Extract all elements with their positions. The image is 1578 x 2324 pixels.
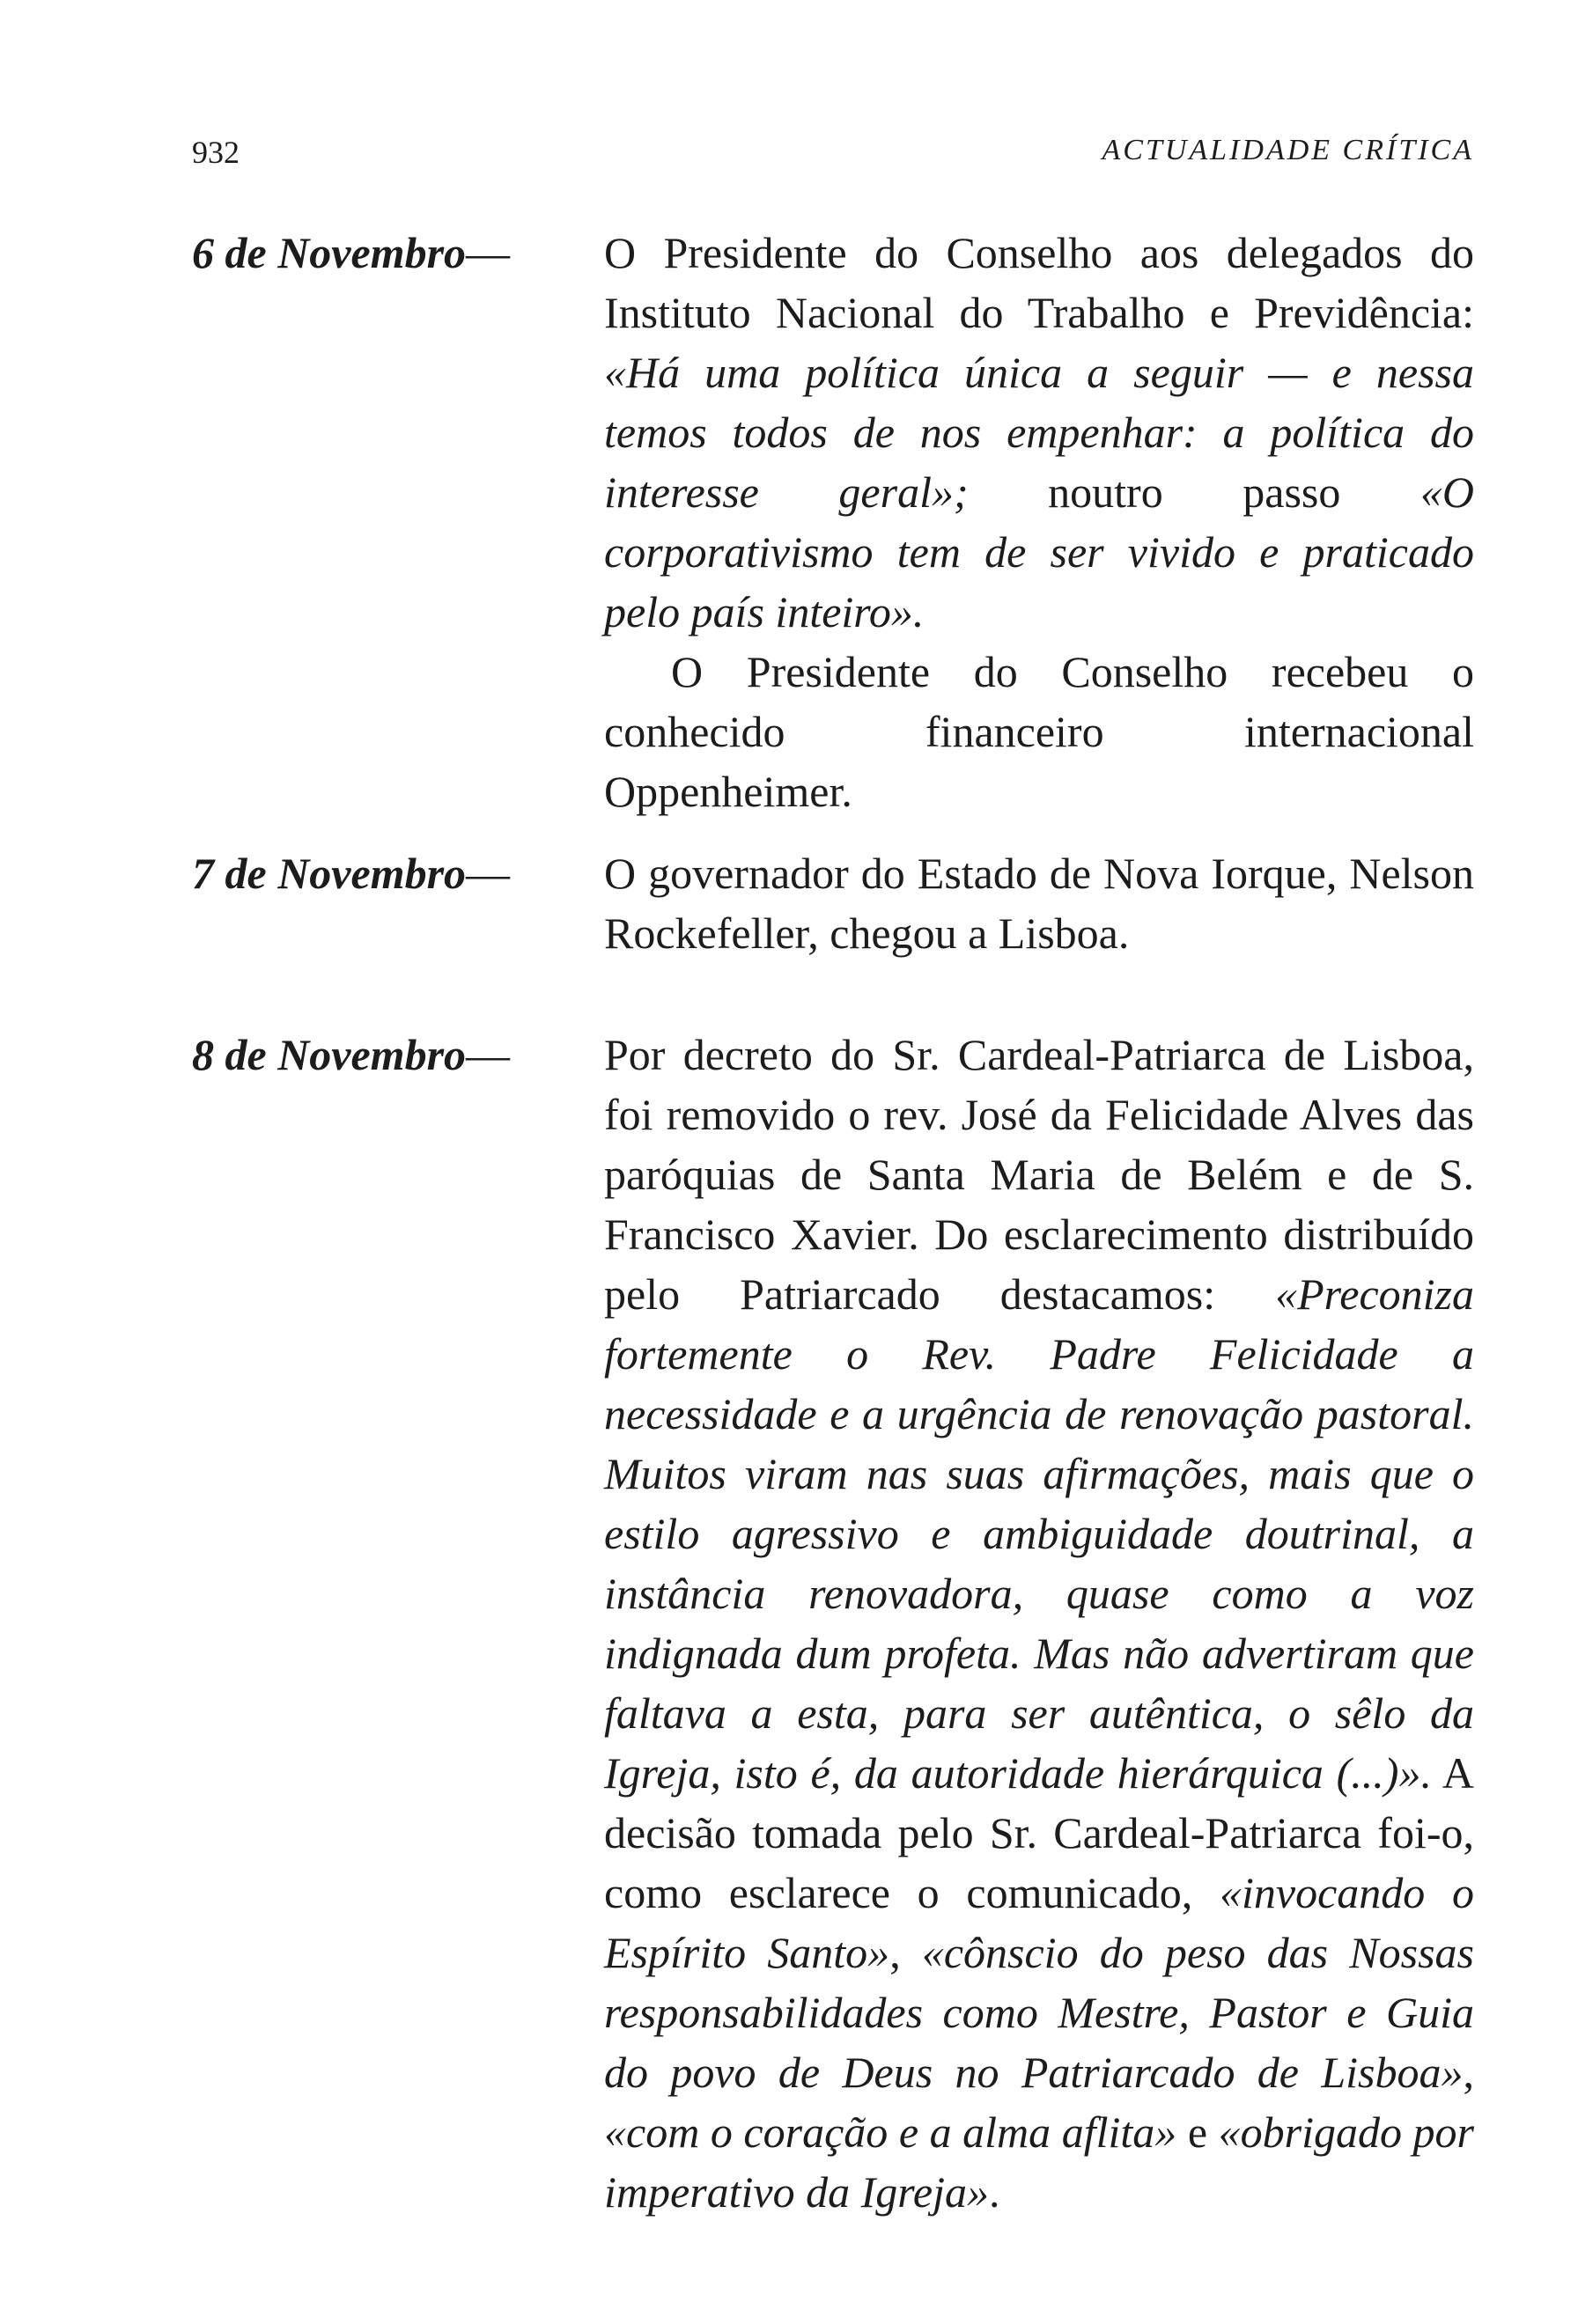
quotation: «obrigado por imperativo da Igreja»: [604, 2107, 1474, 2217]
entry-date-text: 8 de Novembro: [192, 1030, 467, 1079]
text-run: Por decreto do Sr. Cardeal-Patriarca de Lisboa, foi removido o rev. José da Felicidade Alves das paróquias de Santa Maria de Belém e de S. Francisco Xavier. Do esclarecimento distribuído pelo Patriarcado destacamos:: [604, 1030, 1474, 1319]
entry-body: [604, 223, 1474, 821]
text-run: ,: [1463, 2048, 1474, 2097]
text-run: noutro passo: [968, 467, 1420, 517]
text-run: O Presidente do Conselho aos delegados do Instituto Nacional do Trabalho e Previdência:: [604, 228, 1474, 337]
text-run: A decisão tomada pelo Sr. Cardeal-Patriarca foi-o, como esclarece o comunicado,: [604, 1748, 1475, 1917]
entry-dash: —: [466, 849, 511, 898]
entry-date: [192, 843, 510, 903]
page-header: [192, 134, 1474, 178]
entry-body: [604, 1025, 1474, 2222]
entry-date: [192, 1025, 510, 1085]
entry-body: [604, 843, 1474, 963]
text-run: e: [1176, 2107, 1219, 2157]
entry-dash: —: [466, 228, 511, 277]
text-run: ,: [889, 1928, 922, 1977]
quotation: «Preconiza fortemente o Rev. Padre Felicidade a necessidade e a urgência de renovação pastoral. Muitos viram nas suas afirmações, mais que o estilo agressivo e ambiguidade doutrinal, a instância renovadora, quase como a voz indignada dum profeta. Mas não advertiram que faltava a esta, para ser autêntica, o sêlo da Igreja, isto é, da autoridade hierárquica (...)».: [604, 1269, 1474, 1798]
text-run: .: [988, 2167, 1000, 2217]
entry-date-text: 6 de Novembro: [192, 228, 467, 277]
entry-dash: —: [466, 1030, 511, 1079]
quotation: «Há uma política única a seguir — e nessa temos todos de nos empenhar: a política do interesse geral»;: [604, 348, 1474, 517]
running-head: ACTUALIDADE CRÍTICA: [1102, 134, 1474, 166]
entry-paragraph: O Presidente do Conselho recebeu o conhecido financeiro internacional Oppenheimer.: [604, 647, 1474, 816]
entry-date: [192, 223, 510, 283]
entry-date-text: 7 de Novembro: [192, 849, 467, 898]
quotation: «invocando o Espírito Santo»: [604, 1868, 1474, 1977]
entry-paragraph: [604, 223, 1474, 642]
entry-paragraph: O governador do Estado de Nova Iorque, Nelson Rockefeller, chegou a Lisboa.: [604, 849, 1474, 958]
quotation: «com o coração e a alma aflita»: [604, 2107, 1177, 2157]
quotation: «O corporativismo tem de ser vivido e praticado pelo país inteiro».: [604, 467, 1475, 636]
page-number: 932: [192, 135, 240, 170]
quotation: «cônscio do peso das Nossas responsabilidades como Mestre, Pastor e Guia do povo de Deus no Patriarcado de Lisboa»: [604, 1928, 1475, 2097]
entry-paragraph: [604, 1025, 1474, 2222]
